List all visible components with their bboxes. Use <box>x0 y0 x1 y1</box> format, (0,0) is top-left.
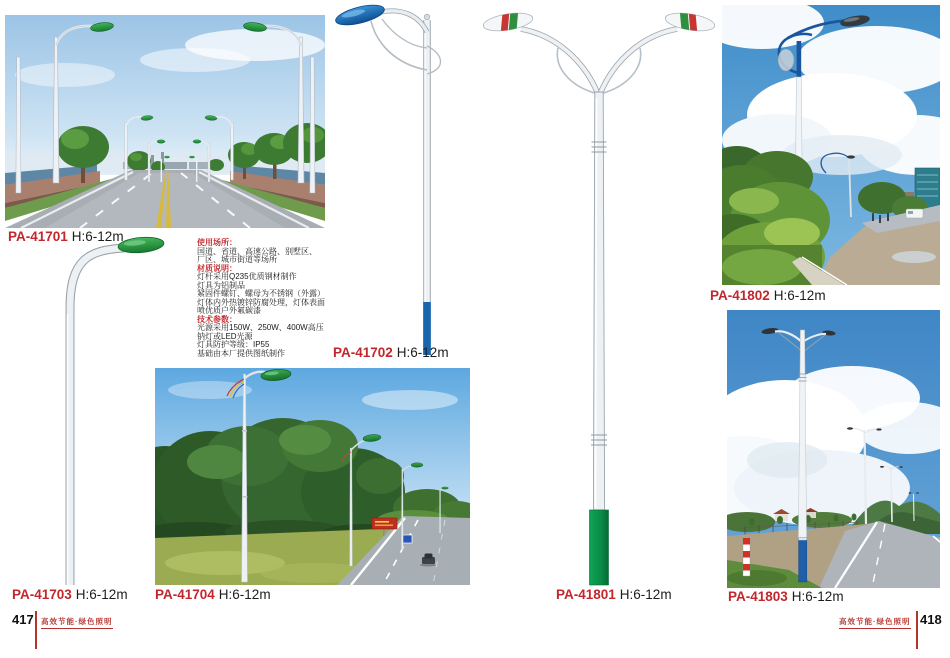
product-model: PA-41701 <box>8 229 68 244</box>
roadside-illustration <box>155 368 470 585</box>
spec-line: 灯具防护等级：IP55 <box>197 340 270 349</box>
avenue-perspective-illustration <box>5 15 325 228</box>
product-height: H:6-12m <box>218 587 271 602</box>
right-footer-divider <box>916 611 918 649</box>
spec-line: 灯具为铝制品 <box>197 280 245 290</box>
left-footer-slogan: 高效节能·绿色照明 <box>41 616 113 629</box>
spec-heading-material: 材质说明： <box>197 263 237 273</box>
spec-line: 灯体内外热镀锌防腐处理，灯体表面 <box>197 297 325 307</box>
render-pa-41702 <box>330 2 490 358</box>
product-model: PA-41704 <box>155 587 215 602</box>
photo-pa-41701 <box>5 15 325 228</box>
right-footer-slogan: 高效节能·绿色照明 <box>839 616 911 629</box>
spec-heading-tech: 技术参数： <box>197 314 237 324</box>
product-height: H:6-12m <box>396 345 449 360</box>
product-label-pa-41803 <box>728 589 844 604</box>
product-model: PA-41703 <box>12 587 72 602</box>
product-model: PA-41802 <box>710 288 770 303</box>
spec-text-block <box>197 239 347 358</box>
product-model: PA-41801 <box>556 587 616 602</box>
product-label-pa-41701 <box>8 229 124 244</box>
spec-line: 厂区、城市街道等场所 <box>197 255 277 264</box>
spec-line: 光源采用150W、250W、400W高压 <box>197 323 324 332</box>
product-height: H:6-12m <box>773 288 826 303</box>
left-page-number: 417 <box>12 612 34 627</box>
spec-line: 喷优质户外氟碳漆 <box>197 306 261 315</box>
product-label-pa-41703 <box>12 587 128 602</box>
spec-heading-usage: 使用场所： <box>197 238 237 247</box>
product-height: H:6-12m <box>75 587 128 602</box>
spec-line: 灯杆采用Q235优质钢材制作 <box>197 272 297 281</box>
photo-pa-41803 <box>727 310 940 588</box>
city-street-illustration <box>722 5 940 285</box>
product-label-pa-41801 <box>556 587 672 602</box>
photo-pa-41704 <box>155 368 470 585</box>
product-label-pa-41704 <box>155 587 271 602</box>
render-pa-41801 <box>475 8 715 586</box>
spec-line: 基础由本厂提供图纸制作 <box>197 348 285 358</box>
highway-illustration <box>727 310 940 588</box>
photo-pa-41802 <box>722 5 940 285</box>
product-height: H:6-12m <box>71 229 124 244</box>
product-height: H:6-12m <box>791 589 844 604</box>
product-model: PA-41803 <box>728 589 788 604</box>
product-model: PA-41702 <box>333 345 393 360</box>
product-height: H:6-12m <box>619 587 672 602</box>
product-label-pa-41702 <box>333 345 449 360</box>
spec-line: 紧固件螺钉、螺母为不锈钢（外露） <box>197 289 325 298</box>
spec-line: 钠灯或LED光源 <box>197 331 253 341</box>
product-label-pa-41802 <box>710 288 826 303</box>
left-footer-divider <box>35 611 37 649</box>
right-page-number: 418 <box>920 612 942 627</box>
spec-line: 国道、省道、高速公路、别墅区、 <box>197 246 317 256</box>
